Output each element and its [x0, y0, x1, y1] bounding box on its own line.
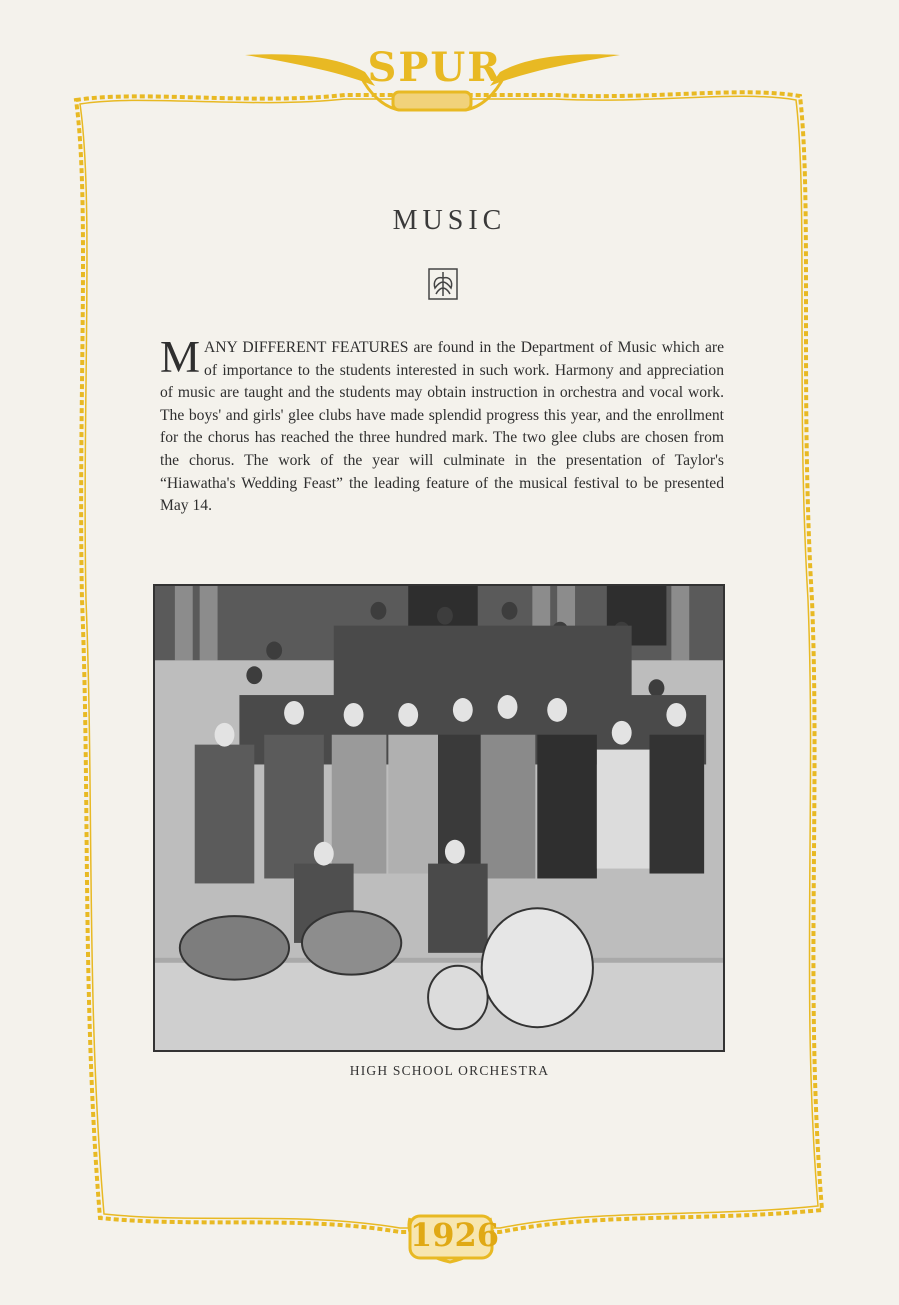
header-title: SPUR — [367, 44, 503, 91]
article-body — [160, 332, 724, 518]
article-paragraph: ANY DIFFERENT FEATURES are found in the Department of Music which are of importance to the students interested in such work. Harmony and appreciation of music are taught and the students may obtain instruction in orchestra and vocal work. The boys' and girls' glee clubs have made splendid progress this year, and the enrollment for the chorus has reached the three hundred mark. The two glee clubs are chosen from the chorus. The work of the year will culminate in the presentation of Taylor's “Hiawatha's Wedding Feast” the leading feature of the musical festival to be presented May 14. — [160, 339, 724, 515]
footer-year: 1926 — [410, 1216, 500, 1254]
floral-ornament-icon — [428, 268, 458, 300]
photo-caption: HIGH SCHOOL ORCHESTRA — [349, 1063, 550, 1078]
section-heading: MUSIC — [392, 205, 507, 236]
drop-cap: M — [160, 332, 201, 382]
orchestra-photo — [153, 584, 725, 1052]
